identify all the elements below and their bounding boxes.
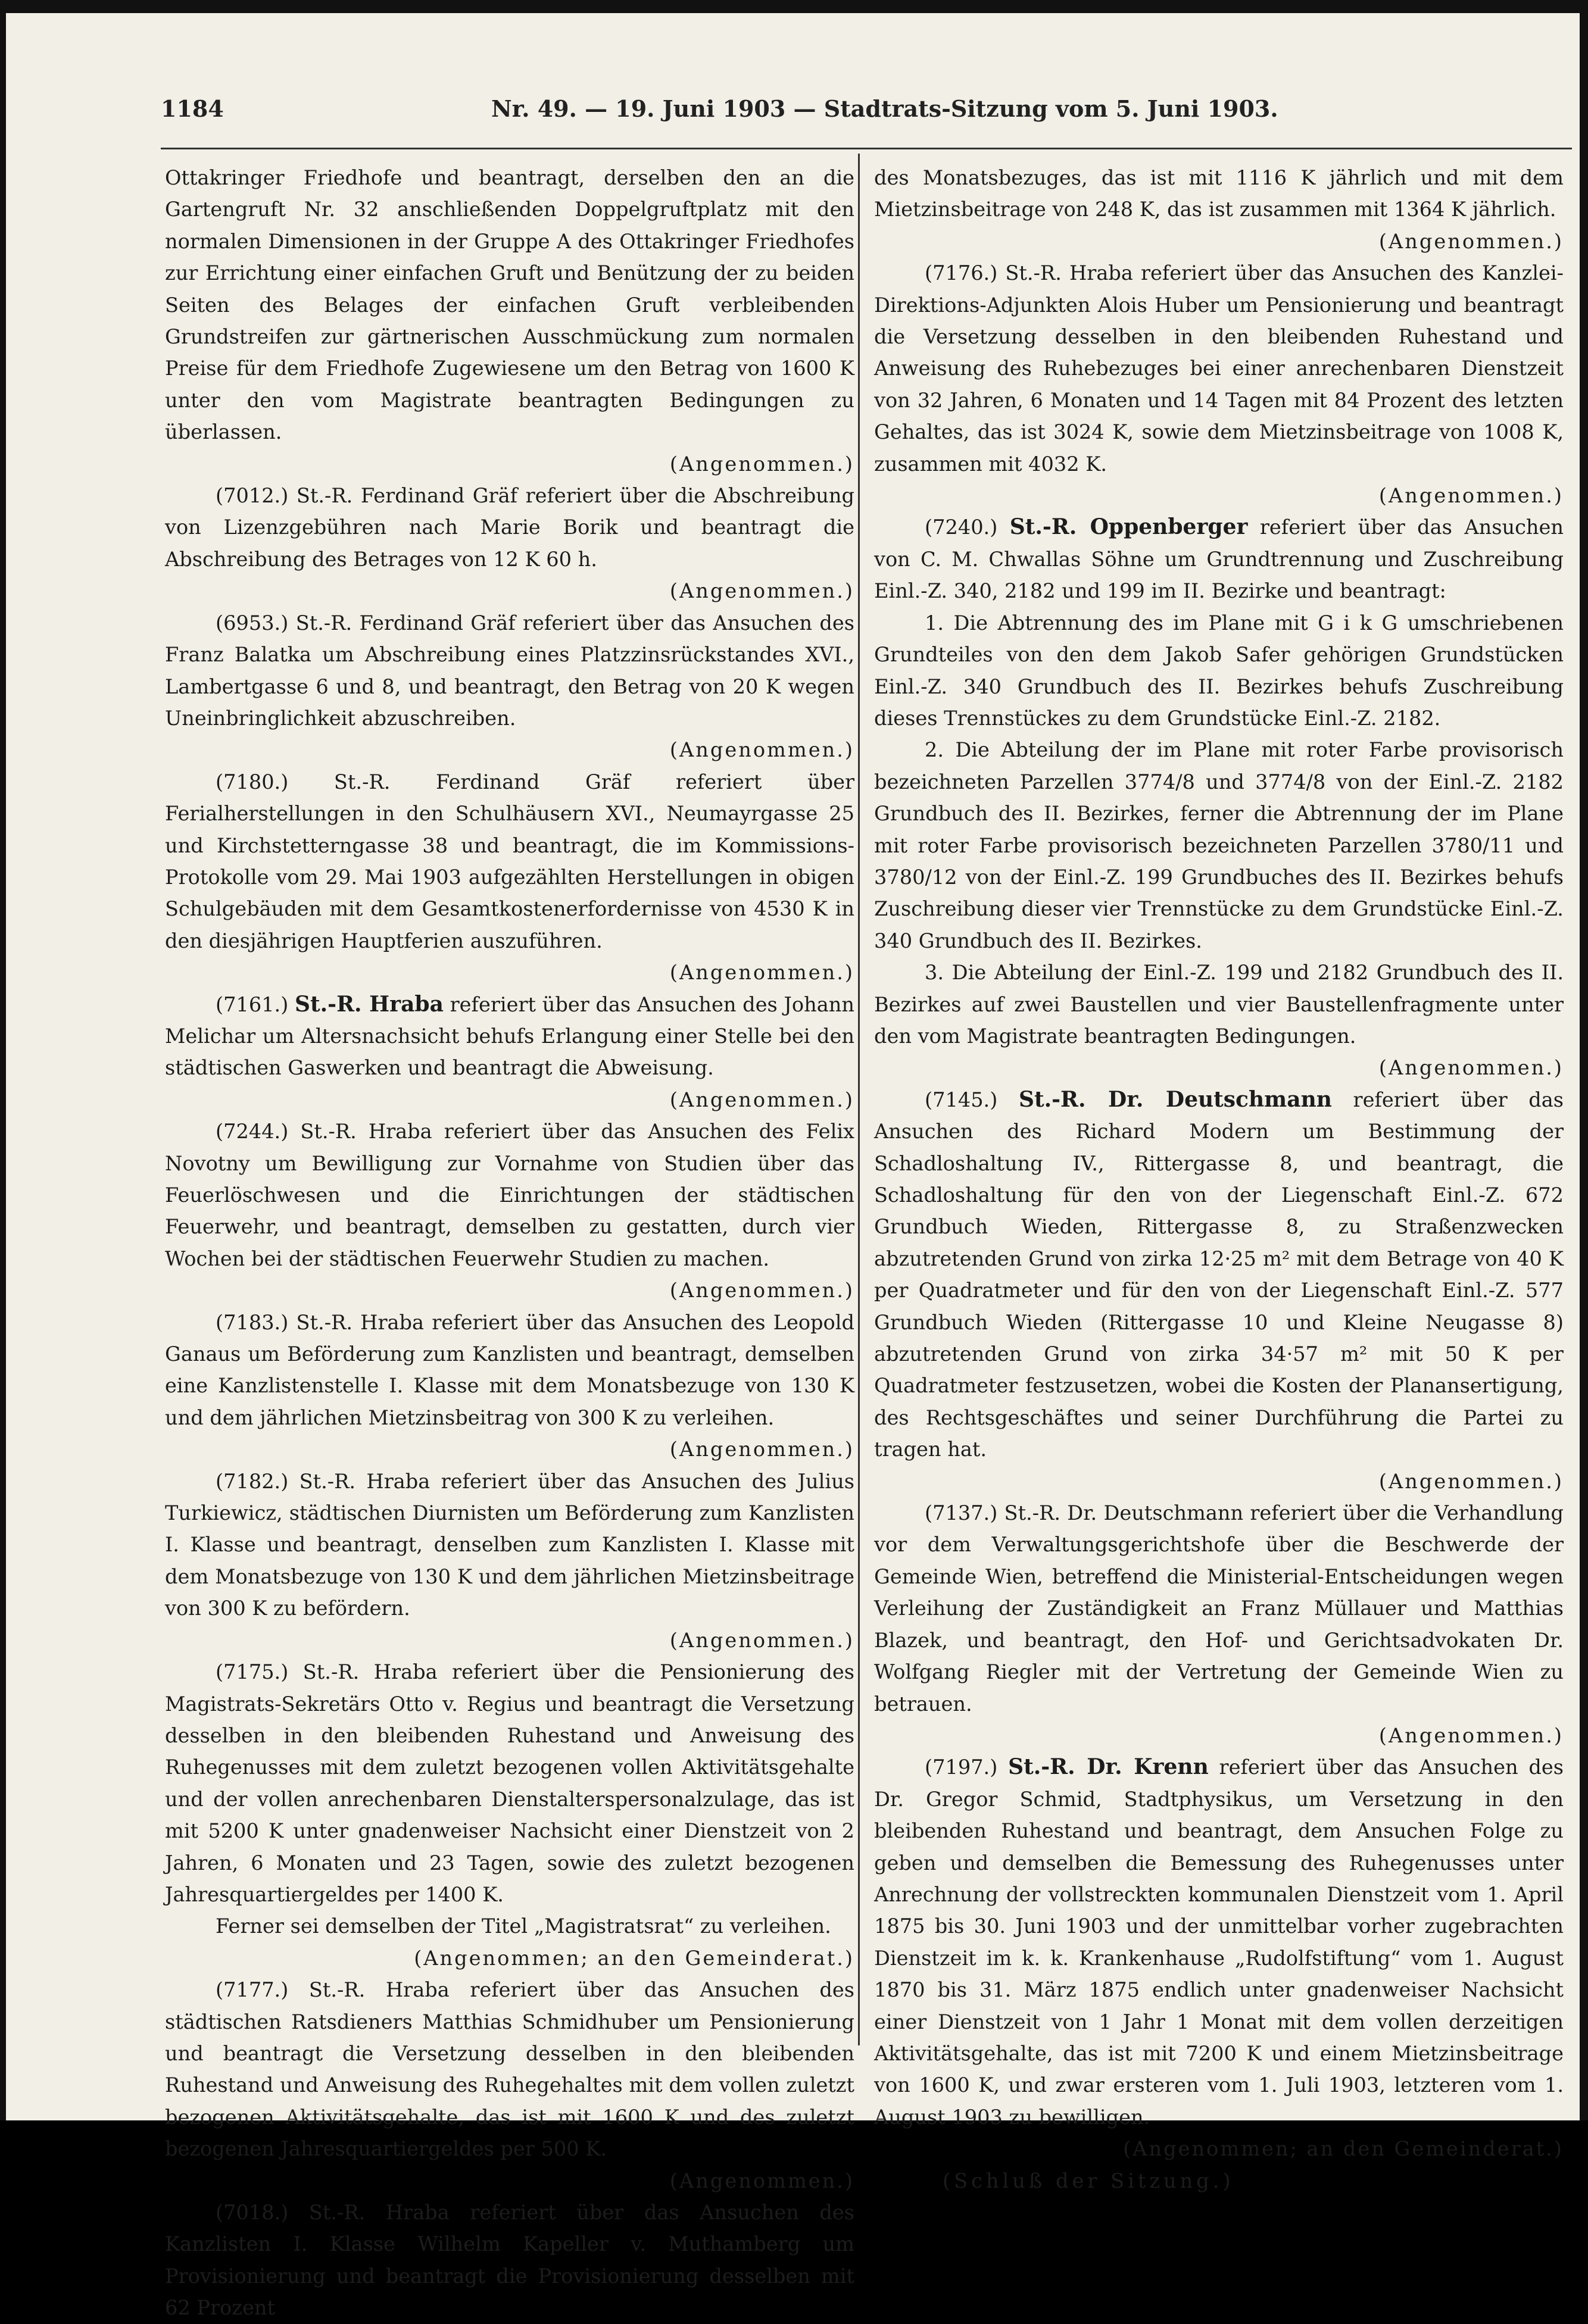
paragraph: (6953.) St.-R. Ferdinand Gräf referiert über das Ansuchen des Franz Balatka um Abschreibung eines Platzzinsrückstandes XVI., Lambertgasse 6 und 8, und beantragt, den Betrag von 20 K wegen Uneinbringlichkeit abzuschreiben. (Angenommen.)	[165, 607, 854, 766]
paragraph: (7183.) St.-R. Hraba referiert über das Ansuchen des Leopold Ganaus um Beförderung zum Kanzlisten und beantragt, demselben eine Kanzlistenstelle I. Klasse mit dem Monatsbezuge von 130 K und dem jährlichen Mietzinsbeitrag von 300 K zu verleihen. (Angenommen.)	[165, 1307, 854, 1466]
decision: (Angenommen.)	[1378, 1723, 1564, 1747]
speaker-name: St.-R. Oppenberger	[1009, 514, 1248, 540]
column-divider	[858, 154, 860, 2045]
decision: (Angenommen; an den Gemeinderat.)	[414, 1946, 854, 1970]
paragraph: (7175.) St.-R. Hraba referiert über die Pensionierung des Magistrats-Sekretärs Otto v. Regius und beantragt die Versetzung desselben in den bleibenden Ruhestand und Anweisung des Ruhegenusses mit dem zuletzt bezogenen vollen Aktivitätsgehalte und der vollen anrechenbaren Dienstalterspersonalzulage, das ist mit 5200 K unter gnadenweiser Nachsicht einer Dienstzeit von 2 Jahren, 6 Monaten und 23 Tagen, sowie des zuletzt bezogenen Jahresquartiergeldes per 1400 K.	[165, 1660, 854, 1906]
right-column	[874, 162, 1564, 2197]
scan-edge-right	[1580, 0, 1588, 2120]
paragraph: (7177.) St.-R. Hraba referiert über das Ansuchen des städtischen Ratsdieners Matthias Schmidhuber um Pensionierung und beantragt die Versetzung desselben in den bleibenden Ruhestand und Anweisung des Ruhegehaltes mit dem vollen zuletzt bezogenen Aktivitätsgehalte, das ist mit 1600 K und des zuletzt bezogenen Jahresquartiergeldes per 500 K. (Angenommen.)	[165, 1974, 854, 2197]
decision: (Angenommen.)	[1378, 484, 1564, 508]
decision: (Angenommen.)	[669, 738, 854, 762]
left-column	[165, 162, 854, 2324]
decision: (Angenommen.)	[1378, 1469, 1564, 1493]
paragraph: (7182.) St.-R. Hraba referiert über das Ansuchen des Julius Turkiewicz, städtischen Diurnisten um Beförderung zum Kanzlisten I. Klasse und beantragt, denselben zum Kanzlisten I. Klasse mit dem Monatsbezuge von 130 K und dem jährlichen Mietzinsbeitrage von 300 K zu befördern. (Angenommen.)	[165, 1466, 854, 1656]
decision: (Angenommen.)	[669, 1088, 854, 1111]
decision: (Angenommen.)	[669, 1438, 854, 1461]
decision: (Angenommen.)	[669, 579, 854, 603]
speaker-name: St.-R. Hraba	[295, 991, 444, 1017]
decision: (Angenommen.)	[1378, 1056, 1564, 1080]
paragraph: (7197.) St.-R. Dr. Krenn referiert über das Ansuchen des Dr. Gregor Schmid, Stadtphysikus, um Versetzung in den bleibenden Ruhestand und beantragt, dem Ansuchen Folge zu geben und demselben die Bemessung des Ruhegenusses unter Anrechnung der vollstreckten kommunalen Dienstzeit vom 1. April 1875 bis 30. Juni 1903 und der unmittelbar vorher zugebrachten Dienstzeit im k. k. Krankenhause „Rudolfstiftung“ vom 1. August 1870 bis 31. März 1875 endlich unter gnadenweiser Nachsicht einer Dienstzeit von 1 Jahr 1 Monat mit dem vollen derzeitigen Aktivitätsgehalte, das ist mit 7200 K und einem Mietzinsbeitrage von 1600 K, und zwar ersteren vom 1. Juli 1903, letzteren vom 1. August 1903 zu bewilligen. (Angenommen; an den Gemeinderat.)	[874, 1751, 1564, 2164]
decision: (Angenommen.)	[1378, 229, 1564, 253]
paragraph: (7244.) St.-R. Hraba referiert über das Ansuchen des Felix Novotny um Bewilligung zur Vornahme von Studien über das Feuerlöschwesen und die Einrichtungen der städtischen Feuerwehr, und beantragt, demselben zu gestatten, durch vier Wochen bei der städtischen Feuerwehr Studien zu machen. (Angenommen.)	[165, 1116, 854, 1306]
page-header	[161, 95, 1278, 131]
paragraph: (7145.) St.-R. Dr. Deutschmann referiert über das Ansuchen des Richard Modern um Bestimmung der Schadloshaltung IV., Rittergasse 8, und beantragt, die Schadloshaltung für den von der Liegenschaft Einl.-Z. 672 Grundbuch Wieden, Rittergasse 8, zu Straßenzwecken abzutretenden Grund von zirka 12·25 m² mit dem Betrage von 40 K per Quadratmeter und für den von der Liegenschaft Einl.-Z. 577 Grundbuch Wieden (Rittergasse 10 und Kleine Neugasse 8) abzutretenden Grund von zirka 34·57 m² mit 50 K per Quadratmeter festzusetzen, wobei die Kosten der Planansertigung, des Rechtsgeschäftes und seiner Durchführung die Partei zu tragen hat. (Angenommen.)	[874, 1084, 1564, 1497]
scan-edge-top	[0, 0, 1588, 13]
list-item: 2. Die Abteilung der im Plane mit roter Farbe provisorisch bezeichneten Parzellen 3774/8 und 3774/8 von der Einl.-Z. 2182 Grundbuch des II. Bezirkes, ferner die Abtrennung der im Plane mit roter Farbe provisorisch bezeichneten Parzellen 3780/11 und 3780/12 von der Einl.-Z. 199 Grundbuches des II. Bezirkes behufs Zuschreibung dieser vier Trennstücke zu dem Grundstücke Einl.-Z. 340 Grundbuch des II. Bezirkes.	[874, 738, 1564, 952]
paragraph: (7180.) St.-R. Ferdinand Gräf referiert über Ferialherstellungen in den Schulhäusern XVI., Neumayrgasse 25 und Kirchstetterngasse 38 und beantragt, die im Kommissions-Protokolle vom 29. Mai 1903 aufgezählten Herstellungen in obigen Schulgebäuden mit dem Gesamtkostenerfordernisse von 4530 K in den diesjährigen Hauptferien auszuführen. (Angenommen.)	[165, 766, 854, 989]
closing-note: (Schluß der Sitzung.)	[943, 2169, 1234, 2192]
paragraph: (7012.) St.-R. Ferdinand Gräf referiert über die Abschreibung von Lizenzgebühren nach Marie Borik und beantragt die Abschreibung des Betrages von 12 K 60 h. (Angenommen.)	[165, 480, 854, 607]
running-head: Nr. 49. — 19. Juni 1903 — Stadtrats-Sitzung vom 5. Juni 1903.	[491, 95, 1278, 122]
decision: (Angenommen.)	[669, 452, 854, 476]
paragraph: (7018.) St.-R. Hraba referiert über das Ansuchen des Kanzlisten I. Klasse Wilhelm Kapeller v. Muthamberg um Provisionierung und beantragt die Provisionierung desselben mit 62 Prozent	[165, 2201, 854, 2320]
paragraph: (7161.) St.-R. Hraba referiert über das Ansuchen des Johann Melichar um Altersnachsicht behufs Erlangung einer Stelle bei den städtischen Gaswerken und beantragt die Abweisung. (Angenommen.)	[165, 989, 854, 1116]
decision: (Angenommen; an den Gemeinderat.)	[1123, 2137, 1564, 2161]
decision: (Angenommen.)	[669, 2169, 854, 2192]
speaker-name: St.-R. Dr. Deutschmann	[1018, 1086, 1332, 1112]
scan-edge-left	[0, 0, 6, 2120]
speaker-name: St.-R. Dr. Krenn	[1008, 1754, 1209, 1780]
header-rule	[161, 148, 1572, 149]
decision: (Angenommen.)	[669, 961, 854, 985]
paragraph: (7240.) St.-R. Oppenberger referiert über das Ansuchen von C. M. Chwallas Söhne um Grundtrennung und Zuschreibung Einl.-Z. 340, 2182 und 199 im II. Bezirke und beantragt:	[874, 514, 1564, 603]
paragraph: (7137.) St.-R. Dr. Deutschmann referiert über die Verhandlung vor dem Verwaltungsgerichtshofe über die Beschwerde der Gemeinde Wien, betreffend die Ministerial-Entscheidungen wegen Verleihung der Zuständigkeit an Franz Müllauer und Matthias Blazek, und beantragt, den Hof- und Gerichtsadvokaten Dr. Wolfgang Riegler mit der Vertretung der Gemeinde Wien zu betrauen. (Angenommen.)	[874, 1497, 1564, 1751]
paragraph: Ottakringer Friedhofe und beantragt, derselben den an die Gartengruft Nr. 32 anschließenden Doppelgruftplatz mit den normalen Dimensionen in der Gruppe A des Ottakringer Friedhofes zur Errichtung einer einfachen Gruft und Benützung der zu beiden Seiten des Belages der einfachen Gruft verbleibenden Grundstreifen zur gärtnerischen Ausschmückung zum normalen Preise für dem Friedhofe Zugewiesene um den Betrag von 1600 K unter den vom Magistrate beantragten Bedingungen zu überlassen. (Angenommen.)	[165, 162, 854, 480]
decision: (Angenommen.)	[669, 1279, 854, 1302]
paragraph: des Monatsbezuges, das ist mit 1116 K jährlich und mit dem Mietzinsbeitrage von 248 K, das ist zusammen mit 1364 K jährlich. (Angenommen.)	[874, 162, 1564, 257]
list-item: 1. Die Abtrennung des im Plane mit G i k G umschriebenen Grundteiles von den dem Jakob Safer gehörigen Grundstücken Einl.-Z. 340 Grundbuch des II. Bezirkes behufs Zuschreibung dieses Trennstückes zu dem Grundstücke Einl.-Z. 2182.	[874, 611, 1564, 730]
decision: (Angenommen.)	[669, 1628, 854, 1652]
paragraph: Ferner sei demselben der Titel „Magistratsrat“ zu verleihen. (Angenommen; an den Gemeinderat.)	[165, 1910, 854, 1974]
page-number: 1184	[161, 95, 224, 122]
list-item: 3. Die Abteilung der Einl.-Z. 199 und 2182 Grundbuch des II. Bezirkes auf zwei Baustellen und vier Baustellenfragmente unter den vom Magistrate beantragten Bedingungen. (Angenommen.)	[874, 957, 1564, 1084]
paragraph: (7176.) St.-R. Hraba referiert über das Ansuchen des Kanzlei-Direktions-Adjunkten Alois Huber um Pensionierung und beantragt die Versetzung desselben in den bleibenden Ruhestand und Anweisung des Ruhebezuges bei einer anrechenbaren Dienstzeit von 32 Jahren, 6 Monaten und 14 Tagen mit 84 Prozent des letzten Gehaltes, das ist 3024 K, sowie dem Mietzinsbeitrage von 1008 K, zusammen mit 4032 K. (Angenommen.)	[874, 257, 1564, 511]
